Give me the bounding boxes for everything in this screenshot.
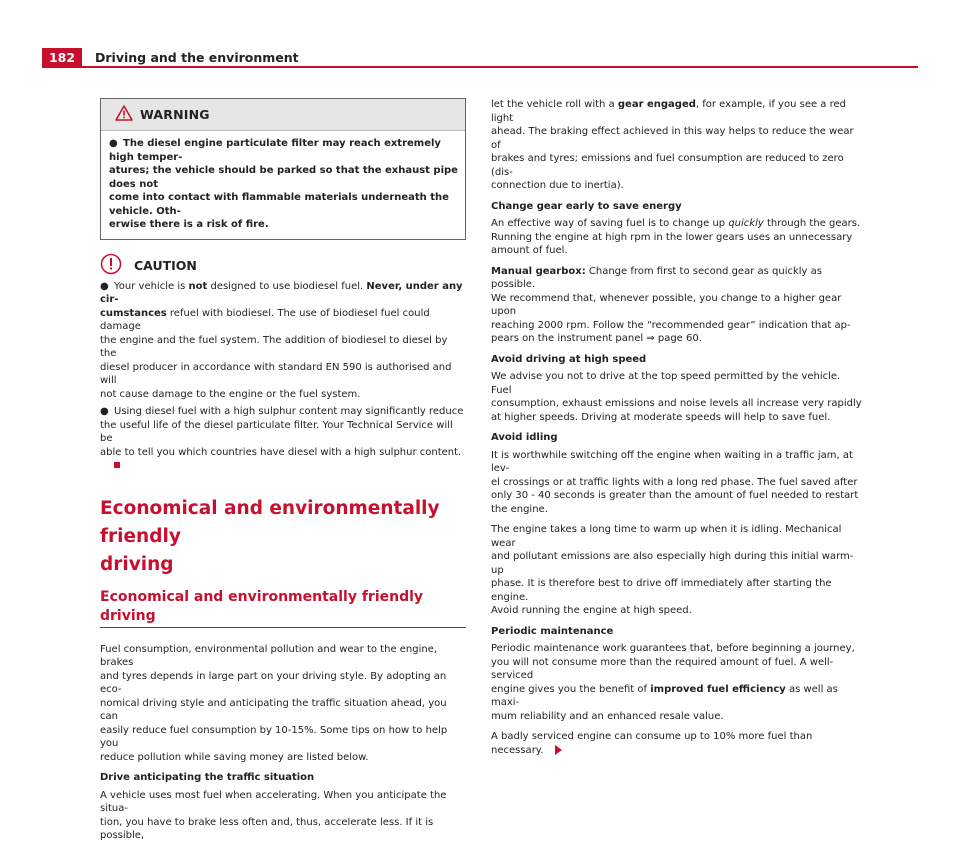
text-line (491, 683, 863, 710)
bullet: ● (109, 138, 118, 149)
text-line (491, 730, 863, 757)
caution-line (100, 405, 466, 419)
text-run-bold: not (188, 280, 208, 292)
text-line: phase. It is therefore best to drive off immediately after starting the engine. (491, 578, 832, 603)
subtitle-rule (100, 627, 466, 628)
text-line: consumption, exhaust emissions and noise levels all increase very rapidly (491, 398, 862, 409)
caution-line: diesel producer in accordance with standard EN 590 is authorised and will (100, 361, 452, 386)
text-run: , for example, if you see a red light (491, 99, 846, 124)
text-run-bold: cumstances (100, 307, 167, 319)
text-line: Running the engine at high rpm in the lower gears uses an unnecessary (491, 231, 853, 243)
text-line: We recommend that, whenever possible, you change to a higher gear upon (491, 292, 842, 317)
text-line: mum reliability and an enhanced resale value. (491, 710, 724, 722)
section-subtitle: Economical and environmentally friendly driving (100, 588, 424, 624)
text-run: An effective way of saving fuel is to change up (491, 218, 729, 229)
text-line (491, 217, 863, 231)
text-run-bold: Never, under any cir- (100, 280, 463, 305)
bullet: ● (100, 280, 109, 292)
caution-line (100, 446, 466, 473)
caution-line: the useful life of the diesel particulate filter. Your Technical Service will be (100, 419, 453, 444)
text-run: refuel with biodiesel. The use of biodiesel fuel could damage (100, 307, 430, 332)
text-line: It is worthwhile switching off the engine when waiting in a traffic jam, at lev- (491, 449, 853, 474)
text-run-italic: quickly (728, 218, 764, 229)
warning-header (101, 99, 465, 131)
text-run-bold: gear engaged (617, 99, 696, 110)
text-line (491, 265, 863, 292)
right-column (491, 98, 863, 757)
warning-line: come into contact with flammable materials underneath the vehicle. Oth- (109, 192, 449, 217)
text-run: Your vehicle is (114, 280, 189, 292)
intro-text (100, 643, 466, 765)
text-line: reduce pollution while saving money are listed below. (100, 751, 369, 763)
text-line: brakes and tyres; emissions and fuel consumption are reduced to zero (dis- (491, 153, 844, 178)
text-run-bold: Manual gearbox: (491, 265, 586, 277)
caution-line: not cause damage to the engine or the fuel system. (100, 388, 361, 400)
section-title (100, 495, 466, 579)
text-line: amount of fuel. (491, 245, 568, 256)
text-run: as well as maxi- (491, 683, 838, 708)
text-run: A badly serviced engine can consume up to 10% more fuel than necessary. (491, 731, 813, 756)
subheading-gear: Change gear early to save energy (491, 200, 682, 212)
subheading-anticipate: Drive anticipating the traffic situation (100, 772, 315, 783)
text-run: Using diesel fuel with a high sulphur content may significantly reduce (114, 406, 464, 417)
caution-header (100, 254, 466, 278)
text-line: at higher speeds. Driving at moderate speeds will help to save fuel. (491, 411, 831, 423)
text-line: tion, you have to brake less often and, thus, accelerate less. If it is possible, (100, 816, 434, 841)
text-line: reaching 2000 rpm. Follow the “recommended gear” indication that ap- (491, 319, 851, 331)
text-line: easily reduce fuel consumption by 10-15%. Some tips on how to help you (100, 724, 448, 749)
text-run: let the vehicle roll with a (491, 99, 618, 110)
text-run: engine gives you the benefit of (491, 683, 651, 695)
text-line: We advise you not to drive at the top speed permitted by the vehicle. Fuel (491, 371, 841, 396)
left-column (100, 98, 466, 843)
subheading-idling: Avoid idling (491, 432, 558, 443)
subheading-maintenance: Periodic maintenance (491, 625, 614, 637)
warning-line: The diesel engine particulate filter may reach extremely high temper- (109, 138, 441, 163)
text-line: and tyres depends in large part on your driving style. By adopting an eco- (100, 670, 447, 695)
caution-exclamation-icon (100, 253, 122, 279)
subheading-speed: Avoid driving at high speed (491, 353, 647, 365)
warning-text (101, 131, 465, 239)
text-run: through the gears. (763, 218, 861, 229)
text-run: designed to use biodiesel fuel. (207, 280, 367, 292)
page-number: 182 (42, 48, 82, 67)
caution-line (100, 280, 466, 307)
warning-triangle-icon (115, 105, 133, 125)
warning-line: atures; the vehicle should be parked so that the exhaust pipe does not (109, 165, 458, 190)
text-line: A vehicle uses most fuel when accelerating. When you anticipate the situa- (100, 789, 447, 814)
warning-box (100, 98, 466, 240)
caution-line (100, 307, 466, 334)
header-rule (42, 66, 918, 68)
text-run: able to tell you which countries have diesel with a high sulphur content. (100, 446, 462, 458)
text-line: and pollutant emissions are also especially high during this initial warm-up (491, 551, 854, 576)
text-line (491, 98, 863, 125)
caution-text (100, 280, 466, 473)
section-title-line: Economical and environmentally friendly (100, 497, 440, 547)
section-title-line: driving (100, 553, 174, 575)
warning-line: erwise there is a risk of fire. (109, 219, 269, 230)
text-line: only 30 - 40 seconds is greater than the amount of fuel needed to restart (491, 490, 859, 501)
text-line: el crossings or at traffic lights with a long red phase. The fuel saved after (491, 476, 858, 488)
text-line: nomical driving style and anticipating the traffic situation ahead, you can (100, 697, 447, 722)
text-line: Avoid running the engine at high speed. (491, 605, 692, 616)
text-line: connection due to inertia). (491, 180, 624, 191)
text-run-bold: improved fuel efficiency (650, 683, 786, 695)
chapter-title: Driving and the environment (95, 50, 299, 65)
text-line: The engine takes a long time to warm up when it is idling. Mechanical wear (491, 524, 842, 549)
continue-arrow-icon (555, 745, 562, 755)
text-line: Fuel consumption, environmental pollution and wear to the engine, brakes (100, 643, 438, 668)
text-run: Change from first to second gear as quickly as possible. (491, 265, 822, 290)
warning-label: WARNING (140, 107, 210, 122)
bullet: ● (100, 406, 109, 417)
text-line: the engine. (491, 503, 548, 515)
caution-line: the engine and the fuel system. The addition of biodiesel to diesel by the (100, 334, 448, 359)
text-line: Periodic maintenance work guarantees that, before beginning a journey, (491, 643, 855, 654)
text-line: you will not consume more than the required amount of fuel. A well-serviced (491, 656, 834, 681)
caution-label: CAUTION (134, 258, 197, 273)
text-line: ahead. The braking effect achieved in this way helps to reduce the wear of (491, 126, 854, 151)
page-reference-link[interactable]: pears on the instrument panel ⇒ page 60. (491, 333, 702, 344)
end-of-section-marker (114, 462, 120, 468)
